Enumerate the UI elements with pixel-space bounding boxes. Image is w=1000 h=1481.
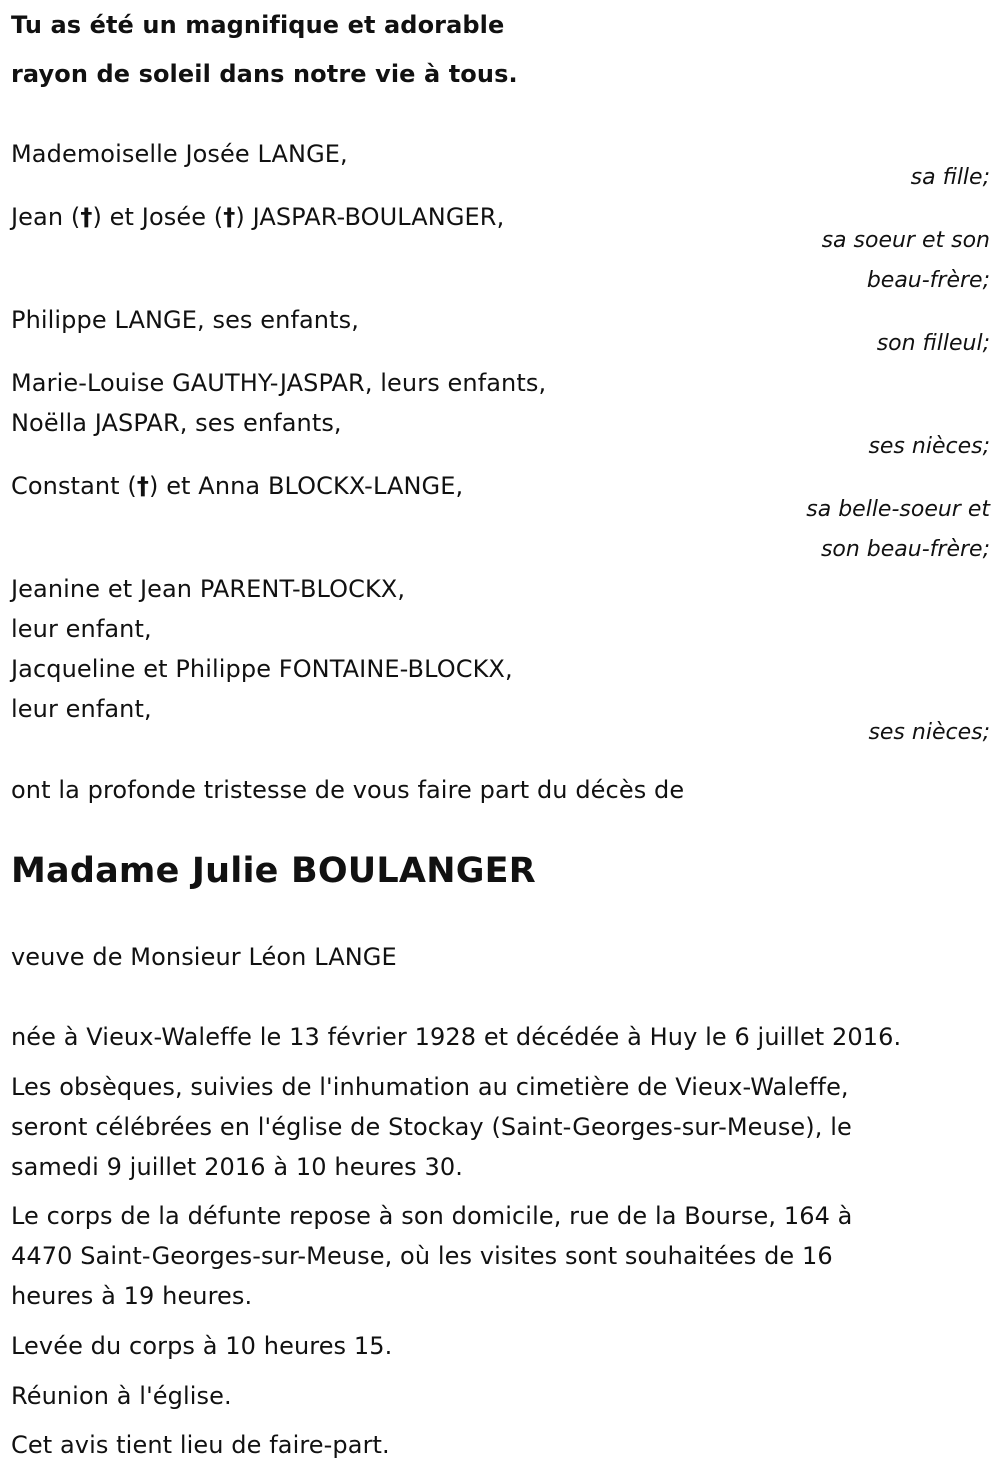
- family-entry: leur enfant,: [11, 615, 152, 643]
- family-entry: Jacqueline et Philippe FONTAINE-BLOCKX,: [11, 655, 513, 683]
- family-relation: sa belle-soeur et: [806, 497, 990, 522]
- cross-symbol: †: [223, 203, 236, 231]
- family-entry-part: Constant (: [11, 472, 137, 500]
- family-entry: leur enfant,: [11, 695, 152, 723]
- notice-line: Cet avis tient lieu de faire-part.: [11, 1431, 390, 1459]
- cross-symbol: †: [136, 472, 149, 500]
- deceased-name: Madame Julie BOULANGER: [11, 851, 536, 891]
- family-relation: sa soeur et son: [821, 228, 990, 253]
- family-entry-part: ) et Josée (: [92, 203, 224, 231]
- family-entry-part: Jean (: [11, 203, 81, 231]
- family-entry: [11, 471, 463, 501]
- family-relation: ses nièces;: [868, 434, 990, 459]
- levee-line: Levée du corps à 10 heures 15.: [11, 1332, 393, 1360]
- announcement-intro: ont la profonde tristesse de vous faire part du décès de: [11, 776, 685, 804]
- family-relation: son filleul;: [876, 331, 990, 356]
- family-entry: [11, 202, 504, 232]
- family-relation: son beau-frère;: [820, 537, 990, 562]
- family-entry: Mademoiselle Josée LANGE,: [11, 140, 348, 168]
- widow-line: veuve de Monsieur Léon LANGE: [11, 943, 397, 971]
- funeral-paragraph-line: seront célébrées en l'église de Stockay (Saint-Georges-sur-Meuse), le: [11, 1113, 852, 1141]
- body-paragraph-line: 4470 Saint-Georges-sur-Meuse, où les visites sont souhaitées de 16: [11, 1242, 833, 1270]
- cross-symbol: †: [80, 203, 93, 231]
- funeral-paragraph-line: Les obsèques, suivies de l'inhumation au cimetière de Vieux-Waleffe,: [11, 1073, 849, 1101]
- birth-death-line: née à Vieux-Waleffe le 13 février 1928 et décédée à Huy le 6 juillet 2016.: [11, 1023, 902, 1051]
- family-entry-part: ) et Anna BLOCKX-LANGE,: [149, 472, 464, 500]
- motto-line-1: Tu as été un magnifique et adorable: [11, 11, 505, 39]
- family-entry: Noëlla JASPAR, ses enfants,: [11, 409, 342, 437]
- motto-line-2: rayon de soleil dans notre vie à tous.: [11, 60, 518, 88]
- family-entry: Marie-Louise GAUTHY-JASPAR, leurs enfants,: [11, 369, 547, 397]
- funeral-paragraph-line: samedi 9 juillet 2016 à 10 heures 30.: [11, 1153, 463, 1181]
- family-relation: beau-frère;: [866, 268, 990, 293]
- family-relation: ses nièces;: [868, 720, 990, 745]
- reunion-line: Réunion à l'église.: [11, 1382, 232, 1410]
- family-entry: Philippe LANGE, ses enfants,: [11, 306, 359, 334]
- family-relation: sa fille;: [910, 165, 990, 190]
- body-paragraph-line: heures à 19 heures.: [11, 1282, 253, 1310]
- family-entry-part: ) JASPAR-BOULANGER,: [235, 203, 505, 231]
- family-entry: Jeanine et Jean PARENT-BLOCKX,: [11, 575, 406, 603]
- body-paragraph-line: Le corps de la défunte repose à son domicile, rue de la Bourse, 164 à: [11, 1202, 853, 1230]
